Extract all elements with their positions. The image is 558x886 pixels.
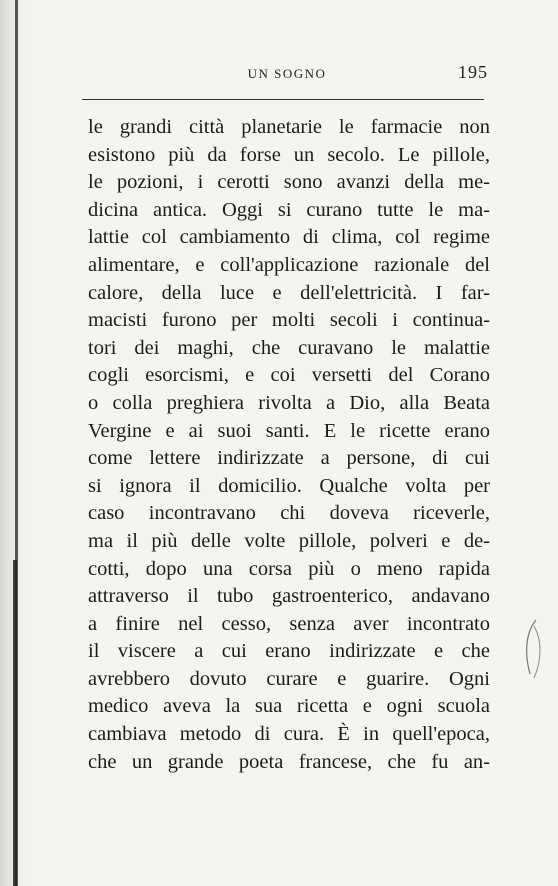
text-line: esistono più da forse un secolo. Le pillole, <box>88 143 490 166</box>
text-line: a finire nel cesso, senza aver incontrato <box>88 612 490 635</box>
text-line: medico aveva la sua ricetta e ogni scuola <box>88 695 490 718</box>
binding-shadow-line-lower <box>13 560 17 886</box>
text-line: che un grande poeta francese, che fu an- <box>88 750 490 773</box>
text-line: alimentare, e coll'applicazione razionale del <box>88 253 490 276</box>
body-text <box>88 114 490 776</box>
text-line: come lettere indirizzate a persone, di cui <box>88 447 490 470</box>
running-title: UN SOGNO <box>247 66 327 81</box>
text-line: macisti furono per molti secoli i continua- <box>88 309 490 332</box>
text-line: cotti, dopo una corsa più o meno rapida <box>88 557 490 580</box>
text-line: dicina antica. Oggi si curano tutte le ma- <box>88 198 490 221</box>
text-line: il viscere a cui erano indirizzate e che <box>88 640 490 663</box>
text-line: ma il più delle volte pillole, polveri e de- <box>88 529 490 552</box>
text-line: le grandi città planetarie le farmacie non <box>88 116 490 138</box>
text-line: si ignora il domicilio. Qualche volta per <box>88 474 490 497</box>
text-line: cambiava metodo di cura. È in quell'epoca, <box>88 723 490 746</box>
text-line: Vergine e ai suoi santi. E le ricette erano <box>88 419 490 442</box>
page-number: 195 <box>458 62 488 82</box>
text-line: cogli esorcismi, e coi versetti del Corano <box>88 364 490 387</box>
text-line: caso incontravano chi doveva riceverle, <box>88 502 490 525</box>
text-line: lattie col cambiamento di clima, col regime <box>88 226 490 249</box>
text-line: tori dei maghi, che curavano le malattie <box>88 336 490 359</box>
text-line: calore, della luce e dell'elettricità. I far- <box>88 281 490 304</box>
text-line: avrebbero dovuto curare e guarire. Ogni <box>88 667 490 690</box>
page-header <box>82 60 492 88</box>
margin-pencil-mark-icon <box>520 618 544 682</box>
text-line: o colla preghiera rivolta a Dio, alla Beata <box>88 391 490 414</box>
text-line: le pozioni, i cerotti sono avanzi della me- <box>88 171 490 194</box>
text-line: attraverso il tubo gastroenterico, andavano <box>88 585 490 608</box>
header-rule <box>82 99 484 100</box>
